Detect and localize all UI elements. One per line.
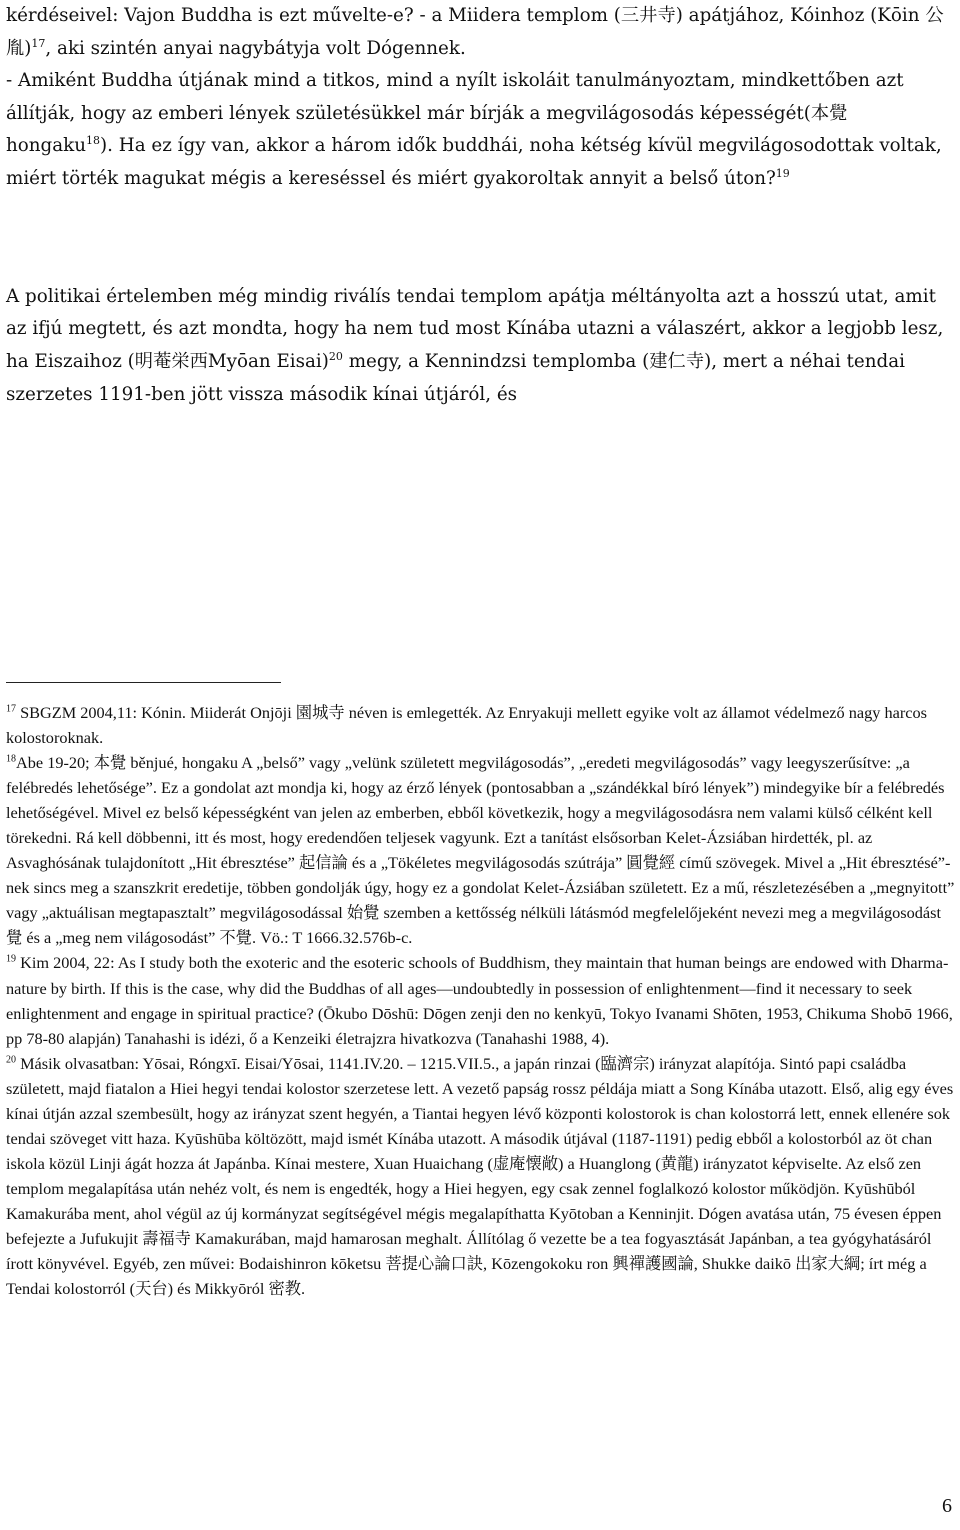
footnote-text: Kim 2004, 22: As I study both the exoteric and the esoteric schools of Buddhism, they maintain that human beings are endowed with Dharma-nature by birth. If this is the case, why did the Buddhas of all ages—undoubtedly in possession of enlightenment—find it necessary to seek enlightenment and engage in spiritual practice? (Ōkubo Dōshū: Dōgen zenji den no kenkyū, Tokyo Ivanami Shōten, 1953, Chikuma Shobō 1966, pp 78-80 alapján) Tanahashi is idézi, ő a Kenzeiki életrajzra hivatkozva (Tanahashi 1988, 4). [6, 953, 953, 1048]
text-span: A politikai értelemben még mindig riválís tendai templom apátja méltányolta azt a hosszú utat, amit az ifjú megtett, és azt mondta, hogy ha nem tud most Kínába utazni a válaszért, akkor a legjobb lesz, ha Eiszaihoz (明菴栄西Myōan Eisai) [6, 285, 944, 372]
main-text-2 [6, 281, 954, 411]
footnote-number: 20 [6, 1054, 16, 1066]
footnote-separator [6, 682, 281, 683]
footnotes [6, 700, 958, 1301]
footnote-18 [6, 750, 958, 950]
page-number: 6 [942, 1495, 952, 1517]
text-span: kérdéseivel: Vajon Buddha is ezt művelte-e? - a Miidera templom (三井寺) apátjához, Kóinhoz (Kōin 公胤) [6, 5, 944, 59]
paragraph-1 [6, 0, 954, 196]
footnote-number: 18 [6, 753, 16, 765]
footnote-text: Másik olvasatban: Yōsai, Róngxī. Eisai/Yōsai, 1141.IV.20. – 1215.VII.5., a japán rinzai (臨濟宗) irányzat alapítója. Sintó papi családba született, majd fiatalon a Hiei hegyi tendai kolostor szerzetese lett. A vezető papság rossz példája miatt a Song Kínába utazott. Első, alig egy éves kínai útján azzal szembesült, hogy az irányzat szent hegyén, a Tiantai hegyen lévő központi kolostorok is chan kolostorrá lett, ennek ellenére sok tendai szöveget vitt haza. Kyūshūba költözött, majd ismét Kínába utazott. A második útjával (1187-1191) pedig ebből a kolostorból az öt chan iskola közül Linji ágát hozza át Japánba. Kínai mestere, Xuan Huaichang (虚庵懐敞) a Huanglong (黄龍) irányzatot képviselte. Az első zen templom megalapítása után nehéz volt, és nem is engedték, hogy a Hiei hegyen, egy csak zennel foglalkozó kolostor működjön. Kyūshūból Kamakurába ment, ahol végül az új kormányzat segítségével mégis megalapíthatta Kyōtoban a Kenninjit. Dógen avatása után, 75 évesen éppen befejezte a Jufukujit 壽福寺 Kamakurában, majd hamarosan meghalt. Állítólag ő vezette be a tea fogyasztását Japánban, a tea gyógyhatásáról írott könyvével. Egyéb, zen művei: Bodaishinron kōketsu 菩提心論口訣, Kōzengokoku ron 興禪護國論, Shukke daikō 出家大綱; írt még a Tendai kolostorról (天台) és Mikkyōról 密教. [6, 1053, 954, 1299]
footnote-ref-20[interactable]: 20 [328, 349, 343, 363]
footnote-ref-19[interactable]: 19 [775, 166, 790, 180]
footnote-19 [6, 950, 958, 1050]
footnote-number: 19 [6, 954, 16, 966]
text-span: megy, a Kennindzsi templomba (建仁寺), mert a néhai tendai szerzetes 1191-ben jött vissza második kínai útjáról, és [6, 350, 905, 405]
footnote-20 [6, 1051, 958, 1301]
document-page [6, 0, 955, 1299]
text-span: - Amiként Buddha útjának mind a titkos, mind a nyílt iskoláit tanulmányoztam, mindkettőben azt állítják, hogy az emberi lények születésükkel már bírják a megvilágosodás képességét(本覺hongaku [6, 70, 904, 157]
text-span: , aki szintén anyai nagybátyja volt Dógennek. [45, 37, 466, 59]
main-text [6, 0, 954, 196]
footnote-text: SBGZM 2004,11: Kónin. Miiderát Onjōji 園城寺 néven is emlegették. Az Enryakuji mellett egyike volt az államot védelmező nagy harcos kolostoroknak. [6, 703, 927, 748]
footnote-ref-17[interactable]: 17 [31, 36, 46, 50]
footnote-17 [6, 700, 958, 750]
footnote-number: 17 [6, 703, 16, 715]
footnote-ref-18[interactable]: 18 [86, 134, 101, 148]
footnote-text: Abe 19-20; 本覺 běnjué, hongaku A „belső” vagy „velünk született megvilágosodás”, „eredeti megvilágosodás” vagy leegyszerűsítve: „a felébredés lehetősége”. Ez a gondolat azt mondja ki, hogy az érző lények (pontosabban a „szándékkal bíró lények”) mindegyike bír a felébredés lehetőségével. Mivel ez belső képességként van jelen az emberben, ebből következik, hogy a megvilágosodásra nem valami külső célként kell törekedni. Rá kell döbbenni, itt és most, hogy eredendően teljesek vagyunk. Ezt a tanítást elsősorban Kelet-Ázsiában hirdették, pl. az Asvaghósának tulajdonított „Hit ébresztése” 起信論 és a „Tökéletes megvilágosodás szútrája” 圓覺經 című szövegek. Mivel a „Hit ébresztésé”-nek sincs meg a szanszkrit eredetije, többen gondolják úgy, hogy ez a gondolat Kelet-Ázsiában született. Ez a mű, részletezésében a „megnyitott” vagy „aktuálisan megtapasztalt” megvilágosodással 始覺 szemben a kettősség nélküli látásmód megfelelőjeként nevezi meg a megvilágosodást 覺 és a „meg nem világosodást” 不覺. Vö.: T 1666.32.576b-c. [6, 753, 955, 948]
text-span: ). Ha ez így van, akkor a három idők buddhái, noha kétség kívül megvilágosodottak voltak, miért törték magukat mégis a kereséssel és miért gyakoroltak annyit a belső úton? [6, 135, 942, 189]
paragraph-2 [6, 281, 954, 411]
